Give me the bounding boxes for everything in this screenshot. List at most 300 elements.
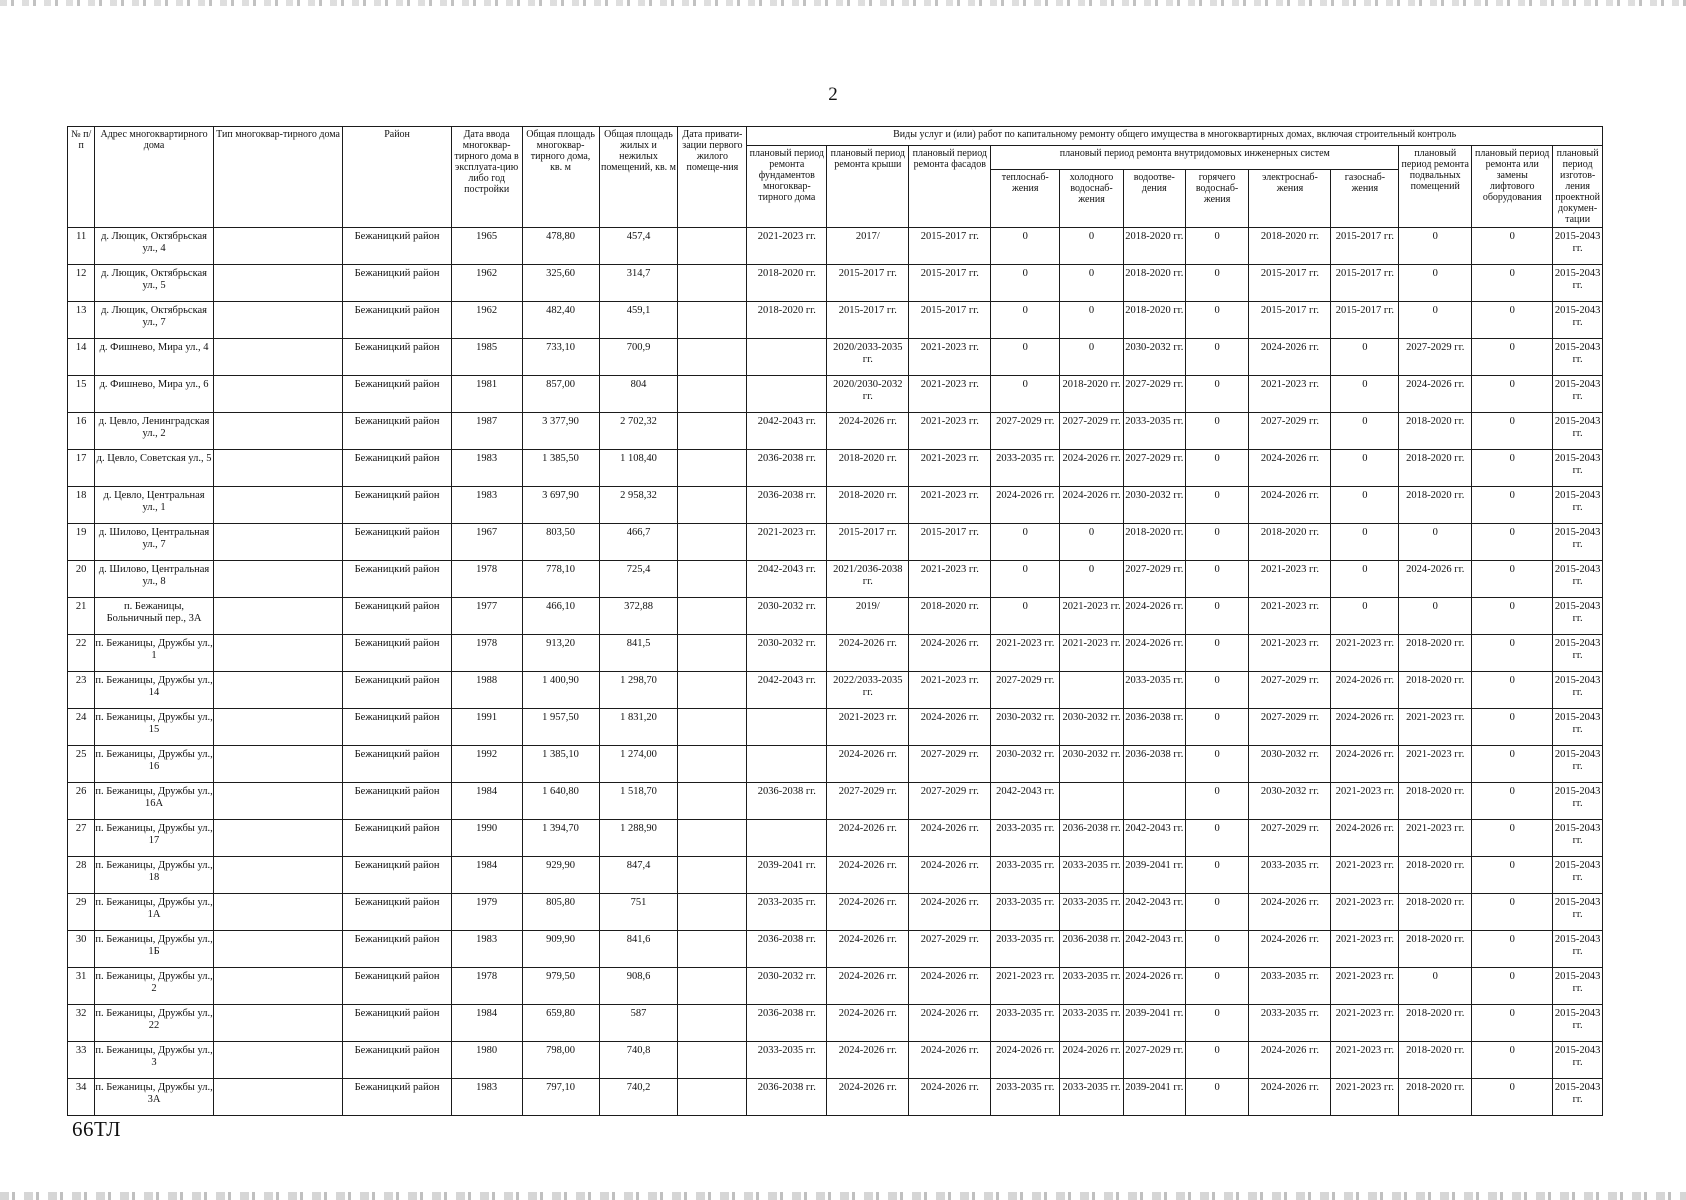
cell-hot-water: 0 <box>1185 968 1249 1005</box>
cell-sewerage: 2036-2038 гг. <box>1123 746 1185 783</box>
cell-roof: 2020/2033-2035 гг. <box>827 339 909 376</box>
cell-cold-water: 2030-2032 гг. <box>1060 746 1124 783</box>
cell-privatization-date <box>678 561 747 598</box>
page-number: 2 <box>828 84 838 105</box>
cell-roof: 2024-2026 гг. <box>827 1042 909 1079</box>
cell-basement: 2021-2023 гг. <box>1399 746 1472 783</box>
cell-commission-year: 1985 <box>451 339 522 376</box>
cell-living-area: 740,2 <box>599 1079 678 1116</box>
cell-total-area: 3 377,90 <box>522 413 599 450</box>
cell-elevator: 0 <box>1472 857 1553 894</box>
cell-house-type <box>213 450 343 487</box>
table-row <box>68 265 1603 302</box>
cell-address: п. Бежаницы, Дружбы ул., 1Б <box>95 931 213 968</box>
cell-num: 26 <box>68 783 95 820</box>
cell-elevator: 0 <box>1472 709 1553 746</box>
cell-cold-water: 0 <box>1060 302 1124 339</box>
cell-living-area: 1 108,40 <box>599 450 678 487</box>
cell-num: 19 <box>68 524 95 561</box>
cell-foundation: 2042-2043 гг. <box>747 561 827 598</box>
cell-facade: 2024-2026 гг. <box>909 820 991 857</box>
cell-roof: 2027-2029 гг. <box>827 783 909 820</box>
cell-living-area: 847,4 <box>599 857 678 894</box>
header-living-area: Общая площадь жилых и нежилых помещений, кв. м <box>599 127 678 228</box>
cell-roof: 2024-2026 гг. <box>827 894 909 931</box>
cell-district: Бежаницкий район <box>343 302 451 339</box>
cell-sewerage: 2036-2038 гг. <box>1123 709 1185 746</box>
cell-elevator: 0 <box>1472 1079 1553 1116</box>
cell-total-area: 857,00 <box>522 376 599 413</box>
cell-roof: 2024-2026 гг. <box>827 1005 909 1042</box>
cell-electricity: 2033-2035 гг. <box>1249 857 1331 894</box>
cell-num: 17 <box>68 450 95 487</box>
header-sewerage: водоотве-дения <box>1123 170 1185 228</box>
cell-electricity: 2024-2026 гг. <box>1249 487 1331 524</box>
cell-privatization-date <box>678 450 747 487</box>
cell-district: Бежаницкий район <box>343 968 451 1005</box>
cell-total-area: 482,40 <box>522 302 599 339</box>
cell-house-type <box>213 746 343 783</box>
cell-num: 11 <box>68 228 95 265</box>
cell-facade: 2015-2017 гг. <box>909 302 991 339</box>
cell-address: п. Бежаницы, Дружбы ул., 1 <box>95 635 213 672</box>
cell-facade: 2015-2017 гг. <box>909 228 991 265</box>
cell-foundation: 2036-2038 гг. <box>747 1005 827 1042</box>
cell-commission-year: 1978 <box>451 561 522 598</box>
cell-num: 31 <box>68 968 95 1005</box>
cell-design-docs: 2015-2043 гг. <box>1553 820 1603 857</box>
cell-total-area: 3 697,90 <box>522 487 599 524</box>
header-engineering-group: плановый период ремонта внутридомовых инженерных систем <box>991 146 1399 170</box>
cell-privatization-date <box>678 635 747 672</box>
cell-num: 12 <box>68 265 95 302</box>
cell-address: п. Бежаницы, Больничный пер., 3А <box>95 598 213 635</box>
cell-privatization-date <box>678 820 747 857</box>
cell-living-area: 1 274,00 <box>599 746 678 783</box>
cell-gas: 2021-2023 гг. <box>1331 894 1399 931</box>
cell-hot-water: 0 <box>1185 376 1249 413</box>
cell-hot-water: 0 <box>1185 820 1249 857</box>
table-row <box>68 857 1603 894</box>
header-cold-water: холодного водоснаб-жения <box>1060 170 1124 228</box>
table-row <box>68 598 1603 635</box>
cell-privatization-date <box>678 265 747 302</box>
cell-foundation: 2018-2020 гг. <box>747 302 827 339</box>
cell-design-docs: 2015-2043 гг. <box>1553 709 1603 746</box>
cell-foundation: 2030-2032 гг. <box>747 968 827 1005</box>
cell-heating: 0 <box>991 265 1060 302</box>
cell-basement: 2018-2020 гг. <box>1399 894 1472 931</box>
cell-basement: 2018-2020 гг. <box>1399 931 1472 968</box>
cell-heating: 2027-2029 гг. <box>991 413 1060 450</box>
cell-electricity: 2015-2017 гг. <box>1249 302 1331 339</box>
cell-gas: 2015-2017 гг. <box>1331 265 1399 302</box>
cell-heating: 0 <box>991 228 1060 265</box>
cell-cold-water: 2033-2035 гг. <box>1060 1079 1124 1116</box>
cell-heating: 0 <box>991 598 1060 635</box>
cell-commission-year: 1990 <box>451 820 522 857</box>
cell-house-type <box>213 302 343 339</box>
cell-foundation: 2030-2032 гг. <box>747 635 827 672</box>
cell-gas: 0 <box>1331 487 1399 524</box>
cell-privatization-date <box>678 783 747 820</box>
cell-house-type <box>213 635 343 672</box>
cell-house-type <box>213 857 343 894</box>
cell-foundation: 2036-2038 гг. <box>747 450 827 487</box>
cell-district: Бежаницкий район <box>343 598 451 635</box>
cell-total-area: 803,50 <box>522 524 599 561</box>
cell-facade: 2021-2023 гг. <box>909 450 991 487</box>
cell-district: Бежаницкий район <box>343 561 451 598</box>
table-row <box>68 672 1603 709</box>
cell-hot-water: 0 <box>1185 524 1249 561</box>
cell-electricity: 2027-2029 гг. <box>1249 672 1331 709</box>
cell-facade: 2021-2023 гг. <box>909 561 991 598</box>
cell-roof: 2015-2017 гг. <box>827 265 909 302</box>
cell-privatization-date <box>678 228 747 265</box>
cell-total-area: 733,10 <box>522 339 599 376</box>
cell-gas: 2021-2023 гг. <box>1331 1079 1399 1116</box>
cell-hot-water: 0 <box>1185 635 1249 672</box>
table-row <box>68 820 1603 857</box>
cell-hot-water: 0 <box>1185 894 1249 931</box>
cell-total-area: 929,90 <box>522 857 599 894</box>
table-row <box>68 524 1603 561</box>
table-row <box>68 561 1603 598</box>
cell-num: 23 <box>68 672 95 709</box>
table-row <box>68 413 1603 450</box>
cell-roof: 2017/ <box>827 228 909 265</box>
cell-district: Бежаницкий район <box>343 894 451 931</box>
cell-total-area: 1 400,90 <box>522 672 599 709</box>
cell-facade: 2027-2029 гг. <box>909 783 991 820</box>
cell-gas: 0 <box>1331 339 1399 376</box>
cell-sewerage: 2024-2026 гг. <box>1123 635 1185 672</box>
cell-district: Бежаницкий район <box>343 450 451 487</box>
cell-living-area: 587 <box>599 1005 678 1042</box>
cell-house-type <box>213 931 343 968</box>
cell-electricity: 2018-2020 гг. <box>1249 228 1331 265</box>
header-heating: теплоснаб-жения <box>991 170 1060 228</box>
cell-roof: 2018-2020 гг. <box>827 450 909 487</box>
cell-basement: 2018-2020 гг. <box>1399 1042 1472 1079</box>
cell-hot-water: 0 <box>1185 709 1249 746</box>
cell-commission-year: 1987 <box>451 413 522 450</box>
cell-commission-year: 1965 <box>451 228 522 265</box>
cell-living-area: 1 288,90 <box>599 820 678 857</box>
cell-heating: 0 <box>991 302 1060 339</box>
cell-sewerage: 2039-2041 гг. <box>1123 1005 1185 1042</box>
cell-total-area: 1 385,10 <box>522 746 599 783</box>
table-row <box>68 968 1603 1005</box>
cell-gas: 2024-2026 гг. <box>1331 672 1399 709</box>
table-row <box>68 302 1603 339</box>
cell-sewerage: 2039-2041 гг. <box>1123 857 1185 894</box>
cell-address: п. Бежаницы, Дружбы ул., 2 <box>95 968 213 1005</box>
cell-roof: 2022/2033-2035 гг. <box>827 672 909 709</box>
cell-privatization-date <box>678 709 747 746</box>
cell-num: 16 <box>68 413 95 450</box>
cell-commission-year: 1962 <box>451 265 522 302</box>
cell-electricity: 2027-2029 гг. <box>1249 709 1331 746</box>
cell-foundation: 2033-2035 гг. <box>747 894 827 931</box>
table-row <box>68 894 1603 931</box>
cell-district: Бежаницкий район <box>343 857 451 894</box>
cell-basement: 2024-2026 гг. <box>1399 376 1472 413</box>
cell-gas: 0 <box>1331 598 1399 635</box>
cell-sewerage: 2042-2043 гг. <box>1123 931 1185 968</box>
footer-code: 66ТЛ <box>72 1117 122 1141</box>
cell-privatization-date <box>678 1042 747 1079</box>
cell-sewerage: 2018-2020 гг. <box>1123 524 1185 561</box>
cell-heating: 2030-2032 гг. <box>991 709 1060 746</box>
cell-elevator: 0 <box>1472 598 1553 635</box>
cell-gas: 2021-2023 гг. <box>1331 783 1399 820</box>
cell-hot-water: 0 <box>1185 228 1249 265</box>
cell-basement: 0 <box>1399 598 1472 635</box>
cell-commission-year: 1967 <box>451 524 522 561</box>
cell-address: д. Цевло, Советская ул., 5 <box>95 450 213 487</box>
cell-heating: 2033-2035 гг. <box>991 894 1060 931</box>
cell-living-area: 725,4 <box>599 561 678 598</box>
cell-design-docs: 2015-2043 гг. <box>1553 561 1603 598</box>
cell-facade: 2024-2026 гг. <box>909 894 991 931</box>
cell-address: п. Бежаницы, Дружбы ул., 3 <box>95 1042 213 1079</box>
cell-gas: 2024-2026 гг. <box>1331 746 1399 783</box>
cell-cold-water: 2021-2023 гг. <box>1060 635 1124 672</box>
cell-living-area: 2 958,32 <box>599 487 678 524</box>
cell-district: Бежаницкий район <box>343 783 451 820</box>
scan-edge-bottom <box>0 1192 1686 1200</box>
cell-facade: 2021-2023 гг. <box>909 376 991 413</box>
cell-commission-year: 1984 <box>451 783 522 820</box>
cell-num: 18 <box>68 487 95 524</box>
cell-privatization-date <box>678 339 747 376</box>
table-row <box>68 635 1603 672</box>
cell-roof: 2018-2020 гг. <box>827 487 909 524</box>
cell-address: д. Лющик, Октябрьская ул., 4 <box>95 228 213 265</box>
table-row <box>68 709 1603 746</box>
cell-district: Бежаницкий район <box>343 524 451 561</box>
cell-heating: 0 <box>991 561 1060 598</box>
cell-num: 14 <box>68 339 95 376</box>
cell-design-docs: 2015-2043 гг. <box>1553 265 1603 302</box>
cell-address: д. Шилово, Центральная ул., 8 <box>95 561 213 598</box>
cell-commission-year: 1984 <box>451 857 522 894</box>
cell-living-area: 841,6 <box>599 931 678 968</box>
cell-gas: 2021-2023 гг. <box>1331 635 1399 672</box>
cell-basement: 0 <box>1399 265 1472 302</box>
cell-electricity: 2030-2032 гг. <box>1249 783 1331 820</box>
cell-design-docs: 2015-2043 гг. <box>1553 302 1603 339</box>
cell-elevator: 0 <box>1472 968 1553 1005</box>
cell-total-area: 913,20 <box>522 635 599 672</box>
cell-house-type <box>213 1005 343 1042</box>
header-num: № п/п <box>68 127 95 228</box>
cell-heating: 2033-2035 гг. <box>991 857 1060 894</box>
header-house-type: Тип многоквар-тирного дома <box>213 127 343 228</box>
cell-total-area: 478,80 <box>522 228 599 265</box>
cell-hot-water: 0 <box>1185 561 1249 598</box>
cell-living-area: 2 702,32 <box>599 413 678 450</box>
cell-basement: 2021-2023 гг. <box>1399 709 1472 746</box>
cell-cold-water: 0 <box>1060 561 1124 598</box>
cell-foundation: 2042-2043 гг. <box>747 413 827 450</box>
cell-roof: 2024-2026 гг. <box>827 857 909 894</box>
cell-heating: 2033-2035 гг. <box>991 1005 1060 1042</box>
cell-num: 27 <box>68 820 95 857</box>
cell-house-type <box>213 413 343 450</box>
cell-electricity: 2021-2023 гг. <box>1249 635 1331 672</box>
cell-total-area: 909,90 <box>522 931 599 968</box>
cell-privatization-date <box>678 1005 747 1042</box>
cell-gas: 0 <box>1331 524 1399 561</box>
cell-living-area: 466,7 <box>599 524 678 561</box>
header-district: Район <box>343 127 451 228</box>
cell-design-docs: 2015-2043 гг. <box>1553 450 1603 487</box>
header-total-area: Общая площадь многоквар-тирного дома, кв. м <box>522 127 599 228</box>
table-row <box>68 1005 1603 1042</box>
cell-gas: 2015-2017 гг. <box>1331 302 1399 339</box>
cell-privatization-date <box>678 857 747 894</box>
cell-living-area: 314,7 <box>599 265 678 302</box>
cell-district: Бежаницкий район <box>343 1079 451 1116</box>
cell-elevator: 0 <box>1472 635 1553 672</box>
cell-heating: 2024-2026 гг. <box>991 1042 1060 1079</box>
cell-house-type <box>213 820 343 857</box>
cell-electricity: 2027-2029 гг. <box>1249 413 1331 450</box>
header-electricity: электроснаб-жения <box>1249 170 1331 228</box>
cell-foundation <box>747 746 827 783</box>
cell-electricity: 2024-2026 гг. <box>1249 450 1331 487</box>
cell-elevator: 0 <box>1472 413 1553 450</box>
cell-commission-year: 1983 <box>451 450 522 487</box>
cell-num: 21 <box>68 598 95 635</box>
cell-living-area: 1 831,20 <box>599 709 678 746</box>
cell-design-docs: 2015-2043 гг. <box>1553 228 1603 265</box>
cell-total-area: 1 385,50 <box>522 450 599 487</box>
cell-cold-water: 2018-2020 гг. <box>1060 376 1124 413</box>
cell-design-docs: 2015-2043 гг. <box>1553 487 1603 524</box>
cell-electricity: 2030-2032 гг. <box>1249 746 1331 783</box>
cell-sewerage: 2024-2026 гг. <box>1123 968 1185 1005</box>
cell-living-area: 372,88 <box>599 598 678 635</box>
capital-repair-register-table <box>67 126 1603 1116</box>
cell-sewerage: 2027-2029 гг. <box>1123 450 1185 487</box>
cell-hot-water: 0 <box>1185 339 1249 376</box>
cell-basement: 0 <box>1399 228 1472 265</box>
cell-foundation: 2042-2043 гг. <box>747 672 827 709</box>
cell-electricity: 2018-2020 гг. <box>1249 524 1331 561</box>
cell-hot-water: 0 <box>1185 413 1249 450</box>
cell-hot-water: 0 <box>1185 857 1249 894</box>
cell-district: Бежаницкий район <box>343 413 451 450</box>
cell-electricity: 2033-2035 гг. <box>1249 968 1331 1005</box>
cell-elevator: 0 <box>1472 820 1553 857</box>
header-roof: плановый период ремонта крыши <box>827 146 909 228</box>
table-row <box>68 228 1603 265</box>
cell-cold-water: 2033-2035 гг. <box>1060 894 1124 931</box>
cell-heating: 2021-2023 гг. <box>991 968 1060 1005</box>
cell-basement: 2018-2020 гг. <box>1399 1005 1472 1042</box>
cell-heating: 2042-2043 гг. <box>991 783 1060 820</box>
cell-foundation: 2036-2038 гг. <box>747 931 827 968</box>
cell-facade: 2024-2026 гг. <box>909 968 991 1005</box>
cell-address: д. Шилово, Центральная ул., 7 <box>95 524 213 561</box>
cell-address: д. Фишнево, Мира ул., 6 <box>95 376 213 413</box>
cell-district: Бежаницкий район <box>343 820 451 857</box>
cell-roof: 2019/ <box>827 598 909 635</box>
cell-basement: 0 <box>1399 968 1472 1005</box>
cell-roof: 2015-2017 гг. <box>827 524 909 561</box>
cell-basement: 0 <box>1399 524 1472 561</box>
cell-roof: 2024-2026 гг. <box>827 968 909 1005</box>
cell-num: 28 <box>68 857 95 894</box>
cell-privatization-date <box>678 1079 747 1116</box>
cell-district: Бежаницкий район <box>343 376 451 413</box>
cell-design-docs: 2015-2043 гг. <box>1553 968 1603 1005</box>
cell-heating: 0 <box>991 376 1060 413</box>
cell-facade: 2021-2023 гг. <box>909 339 991 376</box>
cell-basement: 2018-2020 гг. <box>1399 487 1472 524</box>
cell-basement: 2027-2029 гг. <box>1399 339 1472 376</box>
header-design-docs: плановый период изготов-ления проектной докумен-тации <box>1553 146 1603 228</box>
cell-facade: 2027-2029 гг. <box>909 931 991 968</box>
cell-basement: 2018-2020 гг. <box>1399 857 1472 894</box>
cell-sewerage: 2042-2043 гг. <box>1123 820 1185 857</box>
cell-facade: 2024-2026 гг. <box>909 857 991 894</box>
cell-commission-year: 1983 <box>451 931 522 968</box>
cell-facade: 2021-2023 гг. <box>909 487 991 524</box>
cell-hot-water: 0 <box>1185 1042 1249 1079</box>
cell-cold-water: 0 <box>1060 524 1124 561</box>
cell-roof: 2024-2026 гг. <box>827 413 909 450</box>
cell-electricity: 2033-2035 гг. <box>1249 1005 1331 1042</box>
cell-basement: 0 <box>1399 302 1472 339</box>
cell-gas: 0 <box>1331 413 1399 450</box>
cell-heating: 2021-2023 гг. <box>991 635 1060 672</box>
table-row <box>68 1042 1603 1079</box>
cell-num: 25 <box>68 746 95 783</box>
header-foundation: плановый период ремонта фундаментов многоквар-тирного дома <box>747 146 827 228</box>
cell-foundation: 2036-2038 гг. <box>747 487 827 524</box>
table-row <box>68 931 1603 968</box>
cell-foundation: 2039-2041 гг. <box>747 857 827 894</box>
cell-cold-water: 2024-2026 гг. <box>1060 487 1124 524</box>
cell-num: 15 <box>68 376 95 413</box>
header-services-group: Виды услуг и (или) работ по капитальному ремонту общего имущества в многоквартирных домах, включая строительный контроль <box>747 127 1603 146</box>
table-row <box>68 450 1603 487</box>
cell-heating: 0 <box>991 339 1060 376</box>
cell-gas: 2024-2026 гг. <box>1331 709 1399 746</box>
cell-electricity: 2027-2029 гг. <box>1249 820 1331 857</box>
cell-address: д. Цевло, Ленинградская ул., 2 <box>95 413 213 450</box>
cell-house-type <box>213 1042 343 1079</box>
cell-num: 30 <box>68 931 95 968</box>
cell-num: 29 <box>68 894 95 931</box>
cell-address: п. Бежаницы, Дружбы ул., 17 <box>95 820 213 857</box>
cell-electricity: 2021-2023 гг. <box>1249 376 1331 413</box>
cell-living-area: 740,8 <box>599 1042 678 1079</box>
cell-electricity: 2024-2026 гг. <box>1249 894 1331 931</box>
cell-sewerage: 2033-2035 гг. <box>1123 413 1185 450</box>
cell-address: п. Бежаницы, Дружбы ул., 22 <box>95 1005 213 1042</box>
cell-address: д. Лющик, Октябрьская ул., 7 <box>95 302 213 339</box>
cell-privatization-date <box>678 376 747 413</box>
cell-sewerage: 2039-2041 гг. <box>1123 1079 1185 1116</box>
cell-facade: 2015-2017 гг. <box>909 265 991 302</box>
cell-district: Бежаницкий район <box>343 1042 451 1079</box>
